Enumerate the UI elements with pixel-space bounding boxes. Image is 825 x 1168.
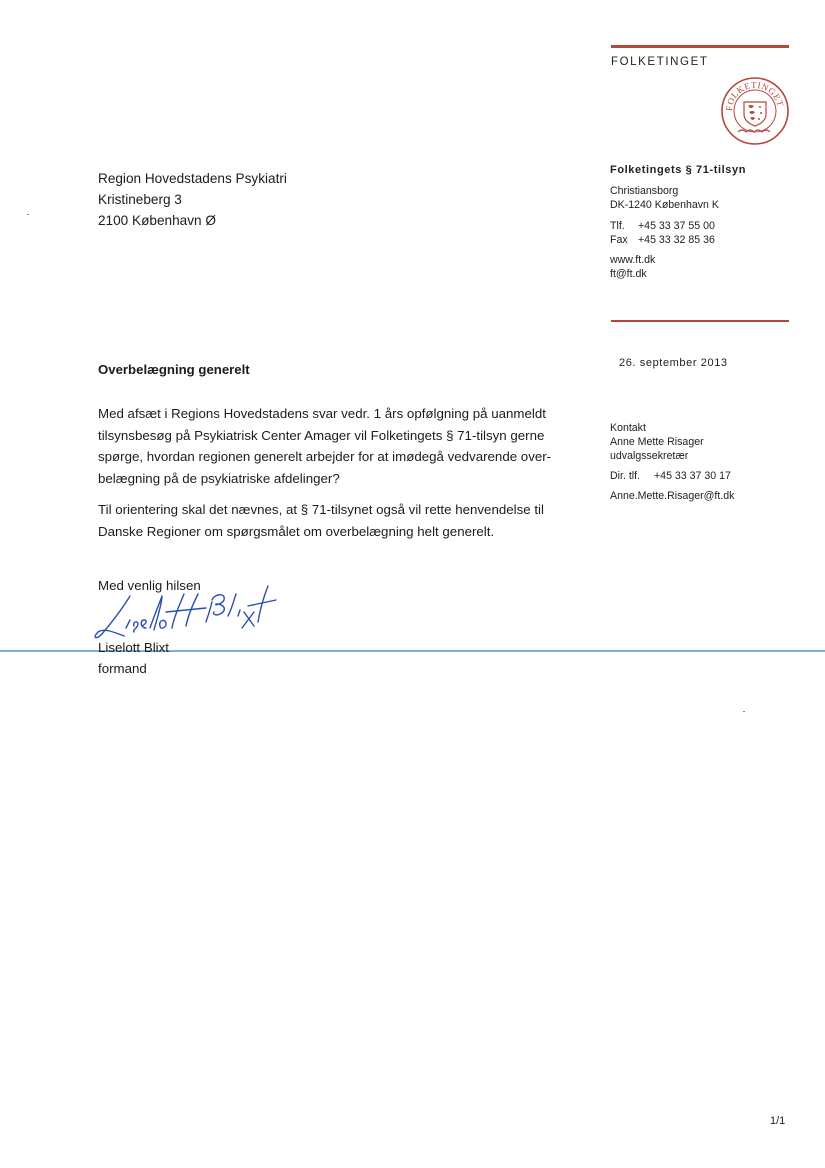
contact-name: Anne Mette Risager [610,436,704,448]
sender-address-line1: Christiansborg [610,185,679,197]
organization-name: FOLKETINGET [611,56,709,68]
scan-speck [743,711,745,712]
paragraph-1-line: Med afsæt i Regions Hovedstadens svar vedr. 1 års opfølgning på uanmeldt [98,406,546,421]
contact-label: Kontakt [610,422,646,434]
folketinget-seal-logo [720,76,790,146]
scan-speck [27,214,29,215]
signer-name: Liselott Blixt [98,640,169,655]
page-number: 1/1 [770,1115,786,1127]
paragraph-1 [98,403,578,489]
direct-phone-label: Dir. tlf. [610,470,641,482]
sender-phone-block [610,219,715,247]
signer-title: formand [98,661,147,676]
email-link[interactable]: ft@ft.dk [610,268,647,280]
paragraph-1-line: tilsynsbesøg på Psykiatrisk Center Amager vil Folketingets § 71-tilsyn gerne [98,427,545,443]
contact-direct-row [610,469,734,483]
signer-block [98,637,169,679]
sender-rule [611,320,789,322]
header-rule [611,45,789,48]
contact-block [610,421,734,503]
letter-date: 26. september 2013 [619,357,728,369]
paragraph-1-line: belægning på de psykiatriske afdelinger? [98,470,340,486]
fax-row [610,233,715,247]
paragraph-2-line: Til orientering skal det nævnes, at § 71-tilsynet også vil rette henvendelse til [98,502,544,517]
recipient-city: 2100 København Ø [98,213,216,228]
web-link[interactable]: www.ft.dk [610,254,656,266]
letter-subject: Overbelægning generelt [98,362,250,377]
sender-unit: Folketingets § 71-tilsyn [610,164,747,176]
sender-address [610,184,719,212]
direct-phone-value: +45 33 37 30 17 [654,470,731,482]
paragraph-2 [98,499,578,542]
recipient-name: Region Hovedstadens Psykiatri [98,171,287,186]
fax-value: +45 33 32 85 36 [638,234,715,246]
phone-label: Tlf. [610,220,625,232]
contact-title: udvalgssekretær [610,450,689,462]
recipient-address [98,168,287,231]
paragraph-2-line: Danske Regioner om spørgsmålet om overbelægning helt generelt. [98,523,495,539]
sender-address-line2: DK-1240 København K [610,199,719,211]
sender-web-block [610,253,655,281]
fax-label: Fax [610,234,628,246]
phone-row [610,219,715,233]
phone-value: +45 33 37 55 00 [638,220,715,232]
closing-greeting: Med venlig hilsen [98,578,201,593]
recipient-street: Kristineberg 3 [98,192,182,207]
contact-email[interactable]: Anne.Mette.Risager@ft.dk [610,490,735,502]
paragraph-1-line: spørge, hvordan regionen generelt arbejder for at imødegå vedvarende over- [98,449,552,464]
svg-text:FOLKETINGET: FOLKETINGET [723,79,786,112]
